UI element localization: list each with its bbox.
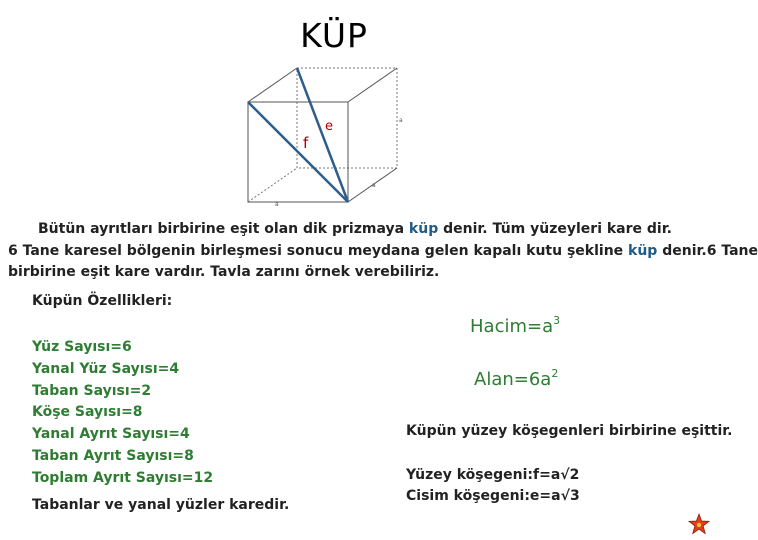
intro-line-3: birbirine eşit kare vardır. Tavla zarını örnek verebiliriz. [8,264,440,280]
diagonals-statement: Küpün yüzey köşegenleri birbirine eşittir. [406,423,733,439]
intro-text: Bütün ayrıtları birbirine eşit olan dik prizmaya [38,221,409,237]
intro-line-2 [8,241,758,262]
property-item: Taban Ayrıt Sayısı=8 [32,447,194,464]
volume-text: Hacim=a [470,316,554,337]
cube-edge [248,68,297,102]
cube-figure [235,60,415,208]
cube-edge [348,68,397,102]
surface-diagonal-formula: Yüzey köşegeni:f=a√2 [406,467,580,483]
property-item: Yanal Ayrıt Sayısı=4 [32,426,190,443]
highlight-word: küp [628,243,658,259]
area-exponent: 2 [551,367,559,380]
label-e: e [325,119,333,134]
volume-formula [470,316,560,337]
property-item: Yüz Sayısı=6 [32,339,132,355]
slide-title: KÜP [300,16,368,55]
cube-back-face [297,68,397,168]
label-f: f [303,134,309,152]
area-text: Alan=6a [474,369,552,390]
property-item: Taban Sayısı=2 [32,382,152,399]
property-item: Toplam Ayrıt Sayısı=12 [32,469,214,486]
intro-text: 6 Tane karesel bölgenin birleşmesi sonucu meydana gelen kapalı kutu şekline [8,243,629,259]
faces-note: Tabanlar ve yanal yüzler karedir. [32,497,290,513]
surface-diagonal [248,102,348,202]
label-a-front: a [372,182,376,189]
properties-list [32,337,213,490]
properties-heading: Küpün Özellikleri: [32,293,173,309]
property-item: Yanal Yüz Sayısı=4 [32,360,180,377]
star-icon[interactable] [688,513,710,535]
area-formula [474,369,558,390]
intro-text: denir. Tüm yüzeyleri kare dir. [438,221,672,237]
property-item: Köşe Sayısı=8 [32,404,143,421]
intro-text: denir.6 Tane [657,243,758,259]
cube-edge [248,168,297,202]
diagonal-formulas [406,465,580,507]
body-diagonal-formula: Cisim köşegeni:e=a√3 [406,488,580,504]
intro-line-1 [38,219,672,240]
volume-exponent: 3 [553,314,561,327]
highlight-word: küp [408,221,439,237]
label-a-bottom: a [275,201,279,208]
label-a-right: a [399,117,403,124]
